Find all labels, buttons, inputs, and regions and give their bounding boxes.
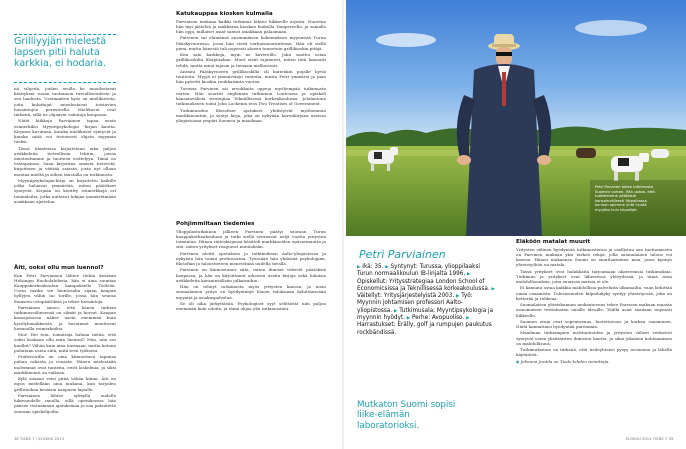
section-heading-aiti: Äiti, ooksi ollu mun luennol? <box>14 264 104 271</box>
pull-quote-rule-bottom <box>14 82 116 83</box>
pull-quote-left: Grilliyyjän mielestä lapsen pitii haluta karkkia, ei hodaria. <box>14 36 107 70</box>
paragraph: Turussa Parvinen sai arvokkaita oppeja myöhempää tutkimusta varten. Hän suoritti englannin tutkinnon Lontoossa ja opiskeli kansainvälistä strategiaa Tekniillisessä korkeakoulussa. Johdantona tutkimukseen toimi John Lockenin teos Two Treatises of Government. <box>176 85 326 107</box>
paragraph: Parviaisen mukaan kaikki tutkimus lähtee liikkeelle arjesta. Nuorena hän myi jäätelöä ja makkaraa kiosken luukulla Tampereella, ja samalla hän oppi, millaiset asiat saavat asiakkaan palaamaan. <box>176 18 326 34</box>
section-heading-elakoon: Eläköön matalat muurit <box>516 238 591 245</box>
paragraph: Moi! Hei tota, toimittaja haluaa tietää, että ooksi koskaan ollu mun luennol? Niin, niin oot kuullut? Vähän kuin aina toisinaan, mutta kotona puhutaan usein siitä, mitä teen työkseni. <box>14 332 116 353</box>
photo-caption: Petri Parvinen tekee tutkimusta Suomen varten. Hän uskoo, että tuotteemme päätäisiä kansainvälisesti liikpaikassa kunhan opimme yhtä hyvää myyjiksi kuin kilpailijat. <box>595 185 655 212</box>
paragraph: Tässä yritykset ovat halukkaita tarjoamaan akateemisia tutkimuksia. Tutkimus ja yritykset ovat läheisessä yhteydessä, ja tämä avaa mahdollisuuksia, joita suurissa maissa ei ole. <box>516 268 672 284</box>
triangle-bullet-icon: ▶ <box>491 286 495 292</box>
column-1-intro <box>14 86 116 262</box>
column-4 <box>516 236 672 432</box>
fact-item: Opiskellut: Yritysstrategiaa London School of Economicsissa ja Teknillisessä korkeakoulussa. <box>357 278 490 292</box>
triangle-bullet-icon: ▶ <box>467 272 471 278</box>
paragraph: Anssini Pääskyvuoren grillikioskilla oli kuitenkin pojalle hyviä tuutteita. Myyjä ei ymmärtänyt tunteita, mutta Petri ymmärsi ja pian hän pyöritti kioskin ruuhkaisinta vuoroa. <box>176 68 326 85</box>
signature-text: Johanna Juntila on Tiede-lehden toimittaja. <box>520 358 610 364</box>
paragraph: Näitä kiikkoja Parviainen tapaa avata esimerkiksi Myyntipsykologia -kirjan kautta. Kirjassa kuvataan, kuinka mielikuvat syntyvät ja kuinka niitä voi tietoisesti ohjata myynnin tueksi. <box>14 118 116 145</box>
paragraph: Tutkimuksessa on tärkeää, että tiedeyhteisö pysyy avoimena ja lähellä käytäntöä. <box>516 347 672 358</box>
paragraph: Suomalaisen yhteiskunnan mukautuvuus tekee Parvisen mukaan maasta erinomaisen testialustan uusille ideoille. Täällä asiat saadaan nopeasti liikkeelle. <box>516 302 672 318</box>
triangle-bullet-icon: ▶ <box>385 265 389 270</box>
triangle-bullet-icon: ▶ <box>393 308 398 314</box>
column-1-section <box>14 262 116 434</box>
triangle-bullet-icon: ▶ <box>406 316 411 322</box>
fact-box-body <box>357 264 496 337</box>
paragraph: Parvinen aloitti opetuksen ja tutkimuksen Aalto-yliopistossa ja nykyisin hän toimii professorina. Työssään hän yhdistää psykologian, filosofian ja taloustieteen menetelmiä uudella tavalla. <box>176 250 326 266</box>
paragraph: Parvinen sai elämänsä ensimmäisen kokemuksen myynnistä Turun Pääskyvuoressa, jossa hän vietti varhaisnuoruutensa. Hän oli siellä pieni, mutta hänestä tuli nopeasti alueen tunnetuin grillikioskin pitäjä. <box>176 35 326 51</box>
fact-item: Tutkimusala: Myyntipsykologia ja myynnin hyödyt. <box>357 307 494 322</box>
cloud <box>575 20 647 36</box>
fact-item: Työ: Myynnin johtamisen professori Aalto-yliopistossa. <box>357 293 473 314</box>
page-gutter <box>342 0 344 449</box>
paragraph: Ei kannata ostaa kaikkia mahdollisia palveluita ulkomailta, vaan kehittää omaa osaamista. Tulevaisuuden kilpailukyky syntyy yhteistyöstä, joka on ketterää ja rohkeaa. <box>516 285 672 301</box>
paragraph: Suomen etuja ovat sopeutuvuus, luotettavuus ja korkea osaaminen. Näitä kannattaisi hyödyntää paremmin. <box>516 318 672 330</box>
paragraph: Tässä tilanteissa kirjoitetaan aika paljon artikkeleita tieteellisiin lehtiin, joissa muotoutumme ja tuotteen esittelyyn. Tämä on vastapainoa. Saan kirjoittaa omasta tieteestä, kirjoittaen ja väittää asiasta, josta nyt ollaan montaa mieltä ja siihen taustalla on tutkimusta. <box>14 145 116 177</box>
paragraph: Professorilla on oma kiinnostava tapansa puhua rahasta ja ruoasta. Hänen mielestään molemmat ovat tunteita, eivät laskelmia, ja siksi markkinointi on vaikeaa. <box>14 354 116 375</box>
paragraph: Kun sain karkkeja, myin ne kavereille. Joku saattoi ostaa grillikioskilta lihapiirakan. Muut eivät tajunneet, miten tätä kannatti tehdä, mutta minä tajusin ja tienasin melkoisesti. <box>176 52 326 68</box>
section-heading-katukauppaa: Katukauppaa kiosken kulmalla <box>176 10 273 17</box>
pull-quote-right: Mutkaton Suomi sopisi liike-elämän laboratorioksi. <box>357 400 456 431</box>
footer-right: ELOKUU 2013 TIEDE 7 39 <box>626 437 674 441</box>
author-signature <box>516 359 672 364</box>
triangle-bullet-icon: ▶ <box>357 265 361 270</box>
paragraph: Kun Petri Parviainen lähtee töihin kesäisin Helsingin Ruoholahdesta, hän ei aina suuntaa Kauppakorkeakoulun kampukselle Töölöön. Usein matka vie luentosalin sijaan kaupan hyllyjen väliin tai torille, jossa hän seuraa ihmisten ostopäätöksiä ja tekee havaintoja. <box>14 272 116 304</box>
fact-item: Väitellyt: Yritysjärjestelyistä 2003. <box>357 293 455 300</box>
paragraph: Parviainen sanoo, että hänen tärkein tutkimusvälineensä on silmät ja korvat. Kaupan kassajonossa näkee usein enemmän kuin kyselylomakkeista, ja havainnot muuttuvat luennoilla esimerkeiksi. <box>14 304 116 331</box>
fact-item: Perhe: Avopuoliso. <box>412 315 465 322</box>
fact-item: Syntynyt: Turussa, ylioppilaaksi Turun normaalikoulun IB-linjalta 1996. <box>357 264 480 278</box>
fact-box <box>357 240 496 398</box>
paragraph: Myyntipsykologia-kirja on kirjoitettu kaikille jotka haluavat ymmärtää, miten päätökset syntyvät. Kirjaan on kerätty esimerkkejä eri toimialoilta, jotka auttavat lukijaa ymmärtämään asiakkaan ajattelua. <box>14 178 116 204</box>
triangle-bullet-icon: ▶ <box>466 316 470 322</box>
paragraph: Se oli aika järkyttävää. Psykologiset syyt selittävät niin paljon enemmän kuin odotin, ja tämä ohjaa yhä tutkimustani. <box>176 300 326 312</box>
column-2-bottom <box>176 218 326 434</box>
paragraph: Parvinen on kiinnostunut siitä, miten ihmiset tekevät päätöksiä kaupassa, ja hän on kirjoittanut aiheesta useita kirjoja sekä lukuisia artikkeleita kansainvälisiin julkaisuihin. <box>176 267 326 283</box>
paragraph: nä vihjeitä, joiden avulla he muodostavat käsityksiä ruoan tuotannon turvallisuudesta ja sen laadusta. Useimmiten kyse on mielikuvista, joita kuluttajat muodostavat toistuvien havaintojen perusteella. Mielikuvat ovat tärkeitä, sillä ne ohjaavat valintoja kaupassa. <box>14 86 116 118</box>
paragraph: Ylioppilastutkinnon jälkeen Parvinen päätyi suoraan Turun kauppakorkeakouluun ja tutki siellä seuraavat neljä vuotta yritysten toimintaa. Hänen väitöskirjansa käsitteli markkinoiden epävarmuutta ja sitä, miten yritykset reagoivat muutoksiin. <box>176 228 326 250</box>
pull-quote-rule-top <box>14 34 116 35</box>
paragraph: Yritysten välinen hyödyntää tutkimustietoa ja osallistuu sen tuottamiseen on Parvinen mukaan yksi tärkeä tekijä, jolla suomalainen talous voi kasvaa. Hänen mukaansa Suomi on ainutlaatuinen maa, jossa kynnys yhteistyöhön on matala. <box>516 246 672 268</box>
signature-bullet-icon: ◆ <box>516 358 520 364</box>
section-heading-pohjimmiltaan: Pohjimmiltaan tiedemies <box>176 220 255 227</box>
paragraph: Parviainen lähtee syksyllä uudelle lukuvuodelle innolla, sillä opetuksessa hän pääsee testaamaan ajatuksiaan ja saa palautetta suoraan opiskelijoilta. <box>14 392 116 414</box>
fact-item: Ikä: 35. <box>362 264 384 270</box>
fact-item: Harrastukset: Erälly, golf ja rumpujen paukutus rockbändissä. <box>357 322 492 336</box>
column-2-top <box>176 8 326 218</box>
fact-box-title: Petri Parviainen <box>359 248 446 261</box>
triangle-bullet-icon: ▶ <box>455 294 460 300</box>
footer-left: 38 TIEDE 7 / ELOKUU 2013 <box>14 437 65 441</box>
paragraph: Hän on tehnyt tutkimusta myös yritysten kanssa, ja moni suomalainen yritys on hyödyntänyt hänen tuloksiaan kehittäessään myyntiä ja asiakaspalvelua. <box>176 284 326 300</box>
paragraph: Maailman tärkeimpien instituutioiden ja yritysten väliset verkostot syntyvät usein yksittäisten ihmisten kautta, ja siksi jokainen kohtaaminen on mahdollisuus. <box>516 330 672 346</box>
paragraph: Kylä saunaa voisi pitää vähän kiinni. Äiti on myös mielellään aina mukana, kun tarjoilen grilliruokaa kesäisin naapurin lapsille. <box>14 376 116 392</box>
paragraph: Tutkimusalue filosofiset ajatukset yhdistyivät myöhemmin markkinointiin, ja syntyi kirja, joka on nykyään kurssikirjana useissa yliopistoissa ympäri Suomea ja maailmaa. <box>176 107 326 124</box>
cloud <box>376 33 436 47</box>
